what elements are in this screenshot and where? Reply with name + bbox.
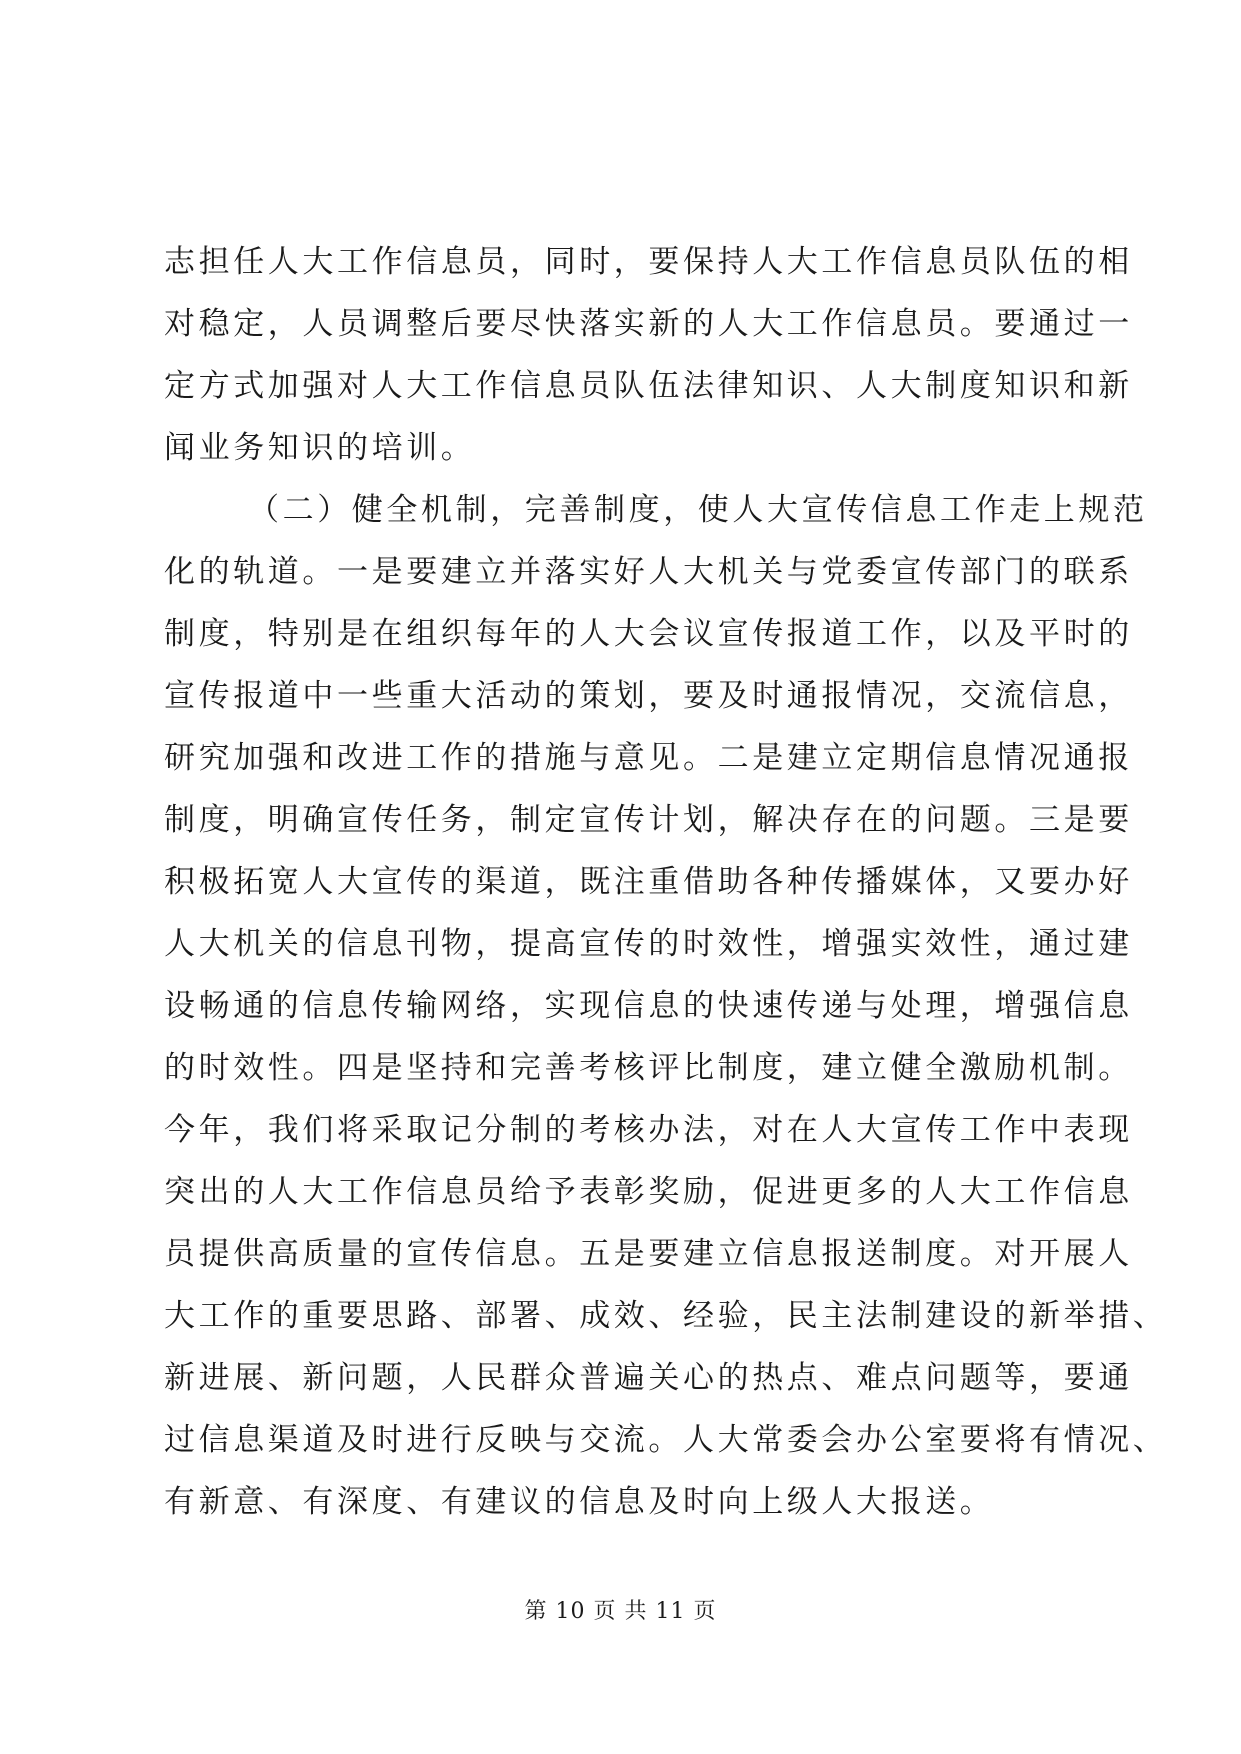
text-line: 制度，明确宣传任务，制定宣传计划，解决存在的问题。三是要 [164, 802, 1133, 838]
body-text [164, 231, 1168, 1533]
text-line: 大工作的重要思路、部署、成效、经验，民主法制建设的新举措、 [164, 1298, 1168, 1334]
text-line: 设畅通的信息传输网络，实现信息的快速传递与处理，增强信息 [164, 988, 1133, 1024]
text-line: 志担任人大工作信息员，同时，要保持人大工作信息员队伍的相 [164, 244, 1133, 280]
text-line: 新进展、新问题，人民群众普遍关心的热点、难点问题等，要通 [164, 1360, 1133, 1396]
text-line: （二）健全机制，完善制度，使人大宣传信息工作走上规范 [248, 492, 1148, 528]
text-line: 的时效性。四是坚持和完善考核评比制度，建立健全激励机制。 [164, 1050, 1133, 1086]
text-line: 定方式加强对人大工作信息员队伍法律知识、人大制度知识和新 [164, 368, 1133, 404]
text-line: 研究加强和改进工作的措施与意见。二是建立定期信息情况通报 [164, 740, 1133, 776]
text-line: 宣传报道中一些重大活动的策划，要及时通报情况，交流信息， [164, 678, 1133, 714]
text-line: 化的轨道。一是要建立并落实好人大机关与党委宣传部门的联系 [164, 554, 1133, 590]
text-line: 过信息渠道及时进行反映与交流。人大常委会办公室要将有情况、 [164, 1422, 1168, 1458]
text-line: 对稳定，人员调整后要尽快落实新的人大工作信息员。要通过一 [164, 306, 1133, 342]
text-line: 员提供高质量的宣传信息。五是要建立信息报送制度。对开展人 [164, 1236, 1133, 1272]
text-line: 突出的人大工作信息员给予表彰奖励，促进更多的人大工作信息 [164, 1174, 1133, 1210]
text-line: 制度，特别是在组织每年的人大会议宣传报道工作，以及平时的 [164, 616, 1133, 652]
text-line: 有新意、有深度、有建议的信息及时向上级人大报送。 [164, 1484, 995, 1520]
text-line: 人大机关的信息刊物，提高宣传的时效性，增强实效性，通过建 [164, 926, 1133, 962]
text-line: 今年，我们将采取记分制的考核办法，对在人大宣传工作中表现 [164, 1112, 1133, 1148]
page-number-footer: 第 10 页 共 11 页 [524, 1599, 717, 1624]
text-line: 积极拓宽人大宣传的渠道，既注重借助各种传播媒体，又要办好 [164, 864, 1133, 900]
text-line: 闻业务知识的培训。 [164, 430, 476, 466]
